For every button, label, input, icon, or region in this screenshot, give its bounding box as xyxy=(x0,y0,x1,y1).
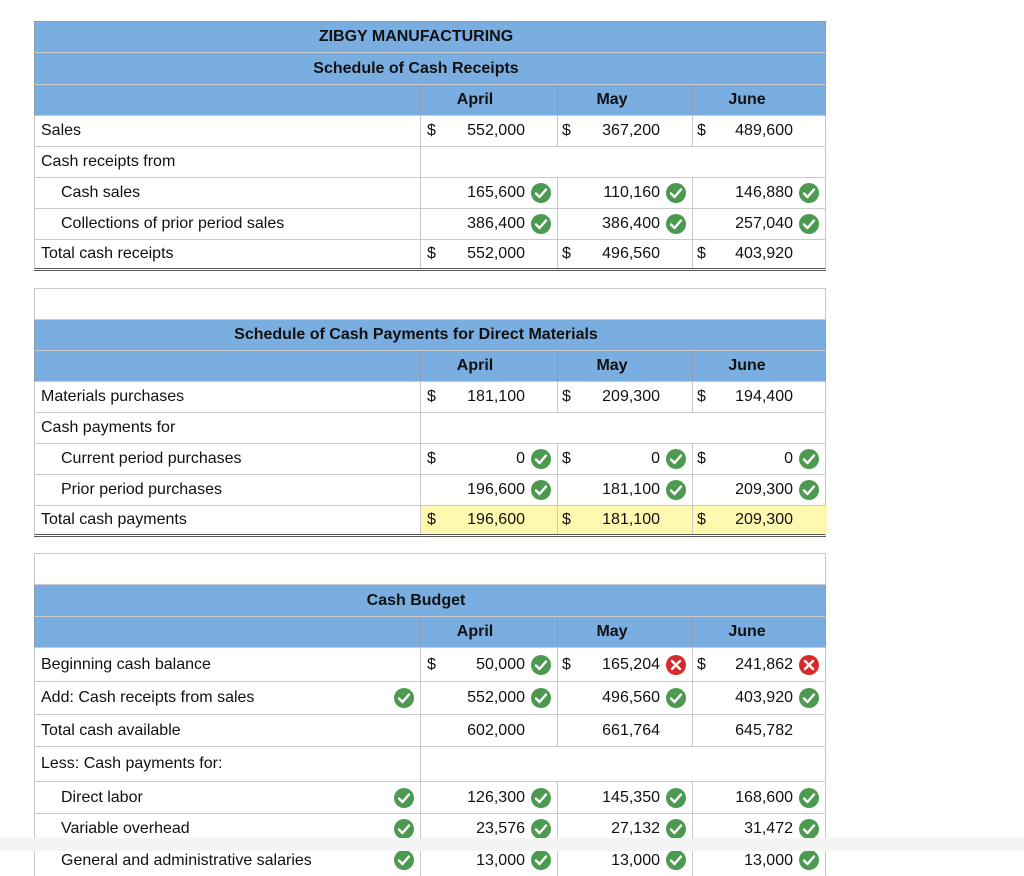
receipts-april[interactable]: 552,000 xyxy=(467,689,525,706)
current-june[interactable]: 0 xyxy=(784,450,793,467)
beginning-april[interactable]: 50,000 xyxy=(476,655,525,673)
overhead-may[interactable]: 27,132 xyxy=(611,820,660,837)
less-payments-row xyxy=(34,747,826,782)
total-payments-may[interactable]: 181,100 xyxy=(602,511,660,528)
current-purchases-label: Current period purchases xyxy=(61,450,242,467)
total-payments-row xyxy=(34,506,826,537)
labor-may[interactable]: 145,350 xyxy=(602,788,660,806)
salaries-april[interactable]: 13,000 xyxy=(476,851,525,869)
purchases-may[interactable]: 209,300 xyxy=(602,388,660,405)
check-icon xyxy=(531,850,551,870)
check-icon xyxy=(394,788,414,808)
company-header xyxy=(34,21,826,53)
cash-receipts-from-row xyxy=(34,147,826,178)
purchases-april[interactable]: 181,100 xyxy=(467,388,525,405)
available-june: 645,782 xyxy=(735,721,793,739)
total-receipts-row xyxy=(34,240,826,271)
total-available-label: Total cash available xyxy=(41,721,181,739)
receipts-month-header xyxy=(34,85,826,116)
check-icon xyxy=(799,214,819,234)
check-icon xyxy=(531,214,551,234)
dollar-sign: $ xyxy=(562,655,571,673)
cash-receipts-label: Add: Cash receipts from sales xyxy=(41,689,255,706)
dollar-sign: $ xyxy=(562,122,571,139)
collections-row xyxy=(34,209,826,240)
payments-month-header xyxy=(34,351,826,382)
direct-labor-label: Direct labor xyxy=(61,788,143,806)
sales-april[interactable]: 552,000 xyxy=(467,122,525,139)
cash-receipts-from-label: Cash receipts from xyxy=(41,153,176,170)
sales-row xyxy=(34,116,826,147)
current-april[interactable]: 0 xyxy=(516,450,525,467)
dollar-sign: $ xyxy=(697,388,706,405)
dollar-sign: $ xyxy=(427,655,436,673)
dollar-sign: $ xyxy=(697,511,706,528)
budget-title: Cash Budget xyxy=(366,591,466,609)
check-icon xyxy=(666,788,686,808)
dollar-sign: $ xyxy=(427,245,436,262)
collections-april[interactable]: 386,400 xyxy=(467,215,525,232)
check-icon xyxy=(531,449,551,469)
dollar-sign: $ xyxy=(562,388,571,405)
budget-month-header xyxy=(34,617,826,648)
check-icon xyxy=(531,183,551,203)
company-title: ZIBGY MANUFACTURING xyxy=(318,28,514,45)
check-icon xyxy=(666,214,686,234)
dollar-sign: $ xyxy=(427,122,436,139)
cash-payments-for-label: Cash payments for xyxy=(41,419,176,436)
check-icon xyxy=(531,480,551,500)
receipts-june[interactable]: 403,920 xyxy=(735,689,793,706)
month-header-april: April xyxy=(456,91,494,108)
blank-row xyxy=(34,553,826,585)
month-header-june: June xyxy=(728,357,766,374)
check-icon xyxy=(799,449,819,469)
cash-sales-april[interactable]: 165,600 xyxy=(467,184,525,201)
check-icon xyxy=(531,819,551,839)
collections-june[interactable]: 257,040 xyxy=(735,215,793,232)
total-payments-label: Total cash payments xyxy=(41,511,187,528)
less-payments-label: Less: Cash payments for: xyxy=(41,755,223,772)
month-header-june: June xyxy=(728,91,766,108)
month-header-may: May xyxy=(596,623,628,640)
payments-title: Schedule of Cash Payments for Direct Materials xyxy=(234,326,598,343)
dollar-sign: $ xyxy=(697,245,706,262)
x-icon xyxy=(666,655,686,675)
total-receipts-label: Total cash receipts xyxy=(41,245,174,262)
payments-title-row xyxy=(34,320,826,351)
prior-purchases-label: Prior period purchases xyxy=(61,481,222,498)
direct-labor-row xyxy=(34,782,826,814)
check-icon xyxy=(666,183,686,203)
month-header-april: April xyxy=(456,623,494,640)
worksheet xyxy=(34,21,826,876)
total-receipts-may[interactable]: 496,560 xyxy=(602,245,660,262)
check-icon xyxy=(531,655,551,675)
x-icon xyxy=(799,655,819,675)
materials-purchases-row xyxy=(34,382,826,413)
check-icon xyxy=(799,850,819,870)
current-purchases-row xyxy=(34,444,826,475)
check-icon xyxy=(799,480,819,500)
dollar-sign: $ xyxy=(697,450,706,467)
check-icon xyxy=(666,850,686,870)
total-payments-april[interactable]: 196,600 xyxy=(467,511,525,528)
dollar-sign: $ xyxy=(427,388,436,405)
total-available-row xyxy=(34,715,826,747)
month-header-april: April xyxy=(456,357,494,374)
prior-purchases-row xyxy=(34,475,826,506)
dollar-sign: $ xyxy=(427,511,436,528)
collections-label: Collections of prior period sales xyxy=(61,215,285,232)
cash-sales-may[interactable]: 110,160 xyxy=(603,184,660,201)
dollar-sign: $ xyxy=(562,450,571,467)
admin-salaries-label: General and administrative salaries xyxy=(61,851,312,869)
prior-april[interactable]: 196,600 xyxy=(467,481,525,498)
collections-may[interactable]: 386,400 xyxy=(602,215,660,232)
check-icon xyxy=(666,480,686,500)
available-may: 661,764 xyxy=(602,721,660,739)
beginning-june[interactable]: 241,862 xyxy=(735,655,793,673)
budget-title-row xyxy=(34,585,826,617)
prior-june[interactable]: 209,300 xyxy=(735,481,793,498)
check-icon xyxy=(799,688,819,708)
total-payments-june[interactable]: 209,300 xyxy=(735,511,793,528)
check-icon xyxy=(666,688,686,708)
scroll-fade xyxy=(0,838,1024,851)
month-header-june: June xyxy=(728,623,766,640)
blank-row xyxy=(34,288,826,320)
sales-june[interactable]: 489,600 xyxy=(735,122,793,139)
cash-payments-for-row xyxy=(34,413,826,444)
overhead-april[interactable]: 23,576 xyxy=(476,820,525,837)
cash-sales-june[interactable]: 146,880 xyxy=(735,184,793,201)
cash-sales-label: Cash sales xyxy=(61,184,141,201)
check-icon xyxy=(531,788,551,808)
dollar-sign: $ xyxy=(697,122,706,139)
beginning-may[interactable]: 165,204 xyxy=(602,655,660,673)
labor-june[interactable]: 168,600 xyxy=(735,788,793,806)
prior-may[interactable]: 181,100 xyxy=(602,481,660,498)
check-icon xyxy=(799,183,819,203)
beginning-balance-label: Beginning cash balance xyxy=(41,655,211,673)
salaries-june[interactable]: 13,000 xyxy=(744,851,793,869)
check-icon xyxy=(666,819,686,839)
total-receipts-april[interactable]: 552,000 xyxy=(467,245,525,262)
check-icon xyxy=(799,819,819,839)
cash-sales-row xyxy=(34,178,826,209)
receipts-title: Schedule of Cash Receipts xyxy=(313,59,519,77)
materials-purchases-label: Materials purchases xyxy=(41,388,185,405)
check-icon xyxy=(666,449,686,469)
salaries-may[interactable]: 13,000 xyxy=(611,851,660,869)
current-may[interactable]: 0 xyxy=(651,450,660,467)
receipts-title-row xyxy=(34,53,826,85)
dollar-sign: $ xyxy=(697,655,706,673)
overhead-june[interactable]: 31,472 xyxy=(744,820,793,837)
check-icon xyxy=(531,688,551,708)
month-header-may: May xyxy=(596,91,628,108)
dollar-sign: $ xyxy=(562,511,571,528)
dollar-sign: $ xyxy=(562,245,571,262)
available-april: 602,000 xyxy=(467,721,525,739)
beginning-balance-row xyxy=(34,648,826,682)
receipts-may[interactable]: 496,560 xyxy=(602,689,660,706)
month-header-may: May xyxy=(596,357,628,374)
cash-receipts-row xyxy=(34,682,826,715)
sales-may[interactable]: 367,200 xyxy=(602,122,660,139)
check-icon xyxy=(394,688,414,708)
check-icon xyxy=(394,819,414,839)
labor-april[interactable]: 126,300 xyxy=(467,788,525,806)
variable-overhead-label: Variable overhead xyxy=(61,820,190,837)
spacer xyxy=(34,537,826,553)
total-receipts-june[interactable]: 403,920 xyxy=(735,245,793,262)
check-icon xyxy=(394,850,414,870)
dollar-sign: $ xyxy=(427,450,436,467)
sales-label: Sales xyxy=(41,122,82,139)
check-icon xyxy=(799,788,819,808)
purchases-june[interactable]: 194,400 xyxy=(735,388,793,405)
spacer xyxy=(34,271,826,288)
